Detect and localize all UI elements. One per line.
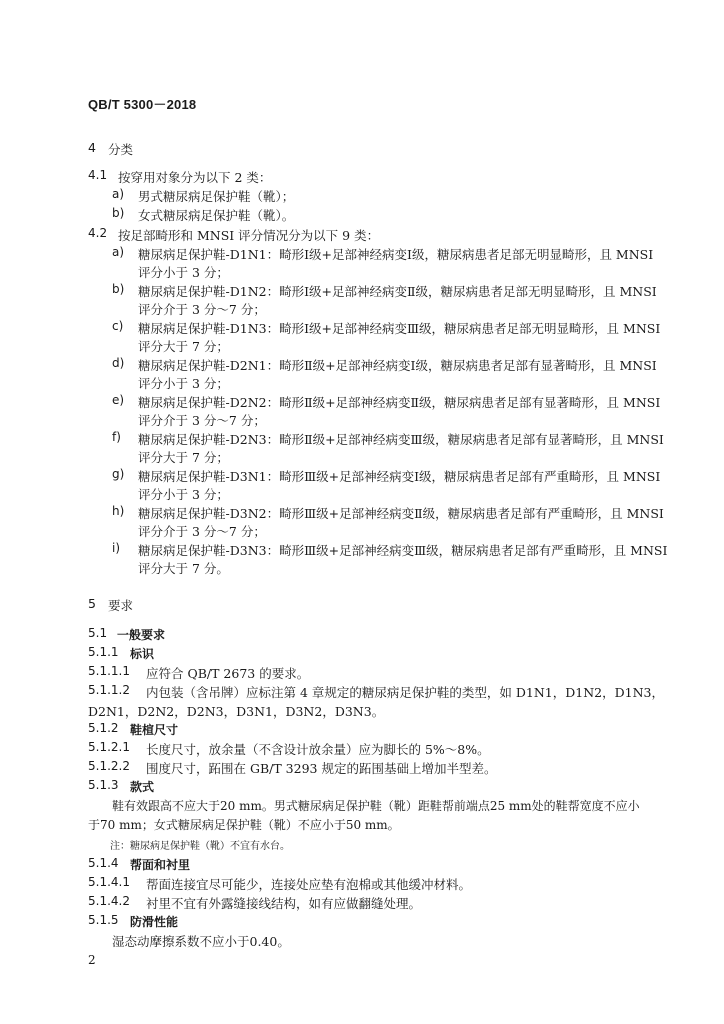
section-title: 要求	[108, 598, 134, 613]
clause-text: 按穿用对象分为以下 2 类：	[118, 170, 272, 185]
clause-text: 内包装（含吊牌）应标注第 4 章规定的糖尿病足保护鞋的类型，如 D1N1，D1N2，D1N3，	[146, 685, 664, 700]
clause-text: 按足部畸形和 MNSI 评分情况分为以下 9 类：	[118, 228, 380, 243]
list-item-continuation: 评分大于 7 分；	[138, 339, 229, 354]
list-item-continuation: 评分小于 3 分；	[138, 265, 229, 280]
clause-number: 5.1.2	[88, 721, 119, 735]
list-item-label: d)	[112, 356, 125, 370]
clause-number: 5.1	[88, 626, 108, 640]
page-number: 2	[88, 953, 96, 967]
standard-code: QB/T 5300－2018	[88, 97, 197, 112]
list-item-text: 糖尿病足保护鞋-D3N3：畸形Ⅲ级+足部神经病变Ⅲ级，糖尿病患者足部有严重畸形，且 MNSI	[138, 543, 668, 558]
clause-5-1-3-note: 注：糖尿病足保护鞋（靴）不宜有水台。	[110, 841, 290, 852]
list-item-label: a)	[112, 245, 125, 259]
clause-text: 围度尺寸，跖围在 GB/T 3293 规定的跖围基础上增加半型差。	[146, 761, 497, 776]
list-item-label: b)	[112, 282, 125, 296]
clause-number: 5.1.5	[88, 913, 119, 927]
list-item-label: i)	[112, 541, 121, 555]
clause-title: 帮面和衬里	[130, 858, 191, 872]
clause-5-1-1-2-continuation: D2N1，D2N2，D2N3，D3N1，D3N2，D3N3。	[88, 704, 385, 719]
section-number: 4	[88, 140, 96, 155]
clause-number: 5.1.4	[88, 856, 119, 870]
list-item-continuation: 评分大于 7 分；	[138, 450, 229, 465]
clause-number: 4.2	[88, 226, 108, 240]
clause-text: 应符合 QB/T 2673 的要求。	[146, 666, 310, 681]
list-item-text: 女式糖尿病足保护鞋（靴）。	[138, 208, 295, 223]
list-item-label: c)	[112, 319, 124, 333]
list-item-label: g)	[112, 467, 125, 481]
list-item-label: a)	[112, 187, 125, 201]
list-item-text: 糖尿病足保护鞋-D2N2：畸形Ⅱ级+足部神经病变Ⅱ级，糖尿病患者足部有显著畸形，且 MNSI	[138, 395, 661, 410]
clause-5-1-3-body: 鞋有效跟高不应大于20 mm。男式糖尿病足保护鞋（靴）距鞋帮前端点25 mm处的鞋帮宽度不应小	[112, 799, 640, 813]
list-item-continuation: 评分介于 3 分～7 分；	[138, 302, 266, 317]
list-item-label: h)	[112, 504, 125, 518]
clause-number: 5.1.4.2	[88, 894, 130, 908]
clause-number: 5.1.2.2	[88, 759, 130, 773]
list-item-label: b)	[112, 206, 125, 220]
clause-number: 5.1.3	[88, 778, 119, 792]
clause-number: 5.1.1.1	[88, 664, 130, 678]
list-item-text: 糖尿病足保护鞋-D3N1：畸形Ⅲ级+足部神经病变Ⅰ级，糖尿病患者足部有严重畸形，且 MNSI	[138, 469, 661, 484]
clause-number: 5.1.2.1	[88, 740, 130, 754]
clause-text: 衬里不宜有外露缝接线结构，如有应做翻缝处理。	[146, 896, 422, 911]
clause-title: 标识	[130, 647, 155, 661]
clause-title: 防滑性能	[130, 915, 179, 929]
clause-number: 5.1.1	[88, 645, 119, 659]
clause-number: 5.1.4.1	[88, 875, 130, 889]
clause-title: 鞋楦尺寸	[130, 723, 179, 737]
clause-number: 4.1	[88, 168, 108, 182]
list-item-label: f)	[112, 430, 121, 444]
clause-text: 帮面连接宜尽可能少，连接处应垫有泡棉或其他缓冲材料。	[146, 877, 472, 892]
list-item-text: 糖尿病足保护鞋-D1N2：畸形Ⅰ级+足部神经病变Ⅱ级，糖尿病患者足部无明显畸形，且 MNSI	[138, 284, 657, 299]
list-item-text: 糖尿病足保护鞋-D2N3：畸形Ⅱ级+足部神经病变Ⅲ级，糖尿病患者足部有显著畸形，且 MNSI	[138, 432, 664, 447]
list-item-continuation: 评分大于 7 分。	[138, 561, 229, 576]
list-item-text: 糖尿病足保护鞋-D2N1：畸形Ⅱ级+足部神经病变Ⅰ级，糖尿病患者足部有显著畸形，且 MNSI	[138, 358, 657, 373]
list-item-continuation: 评分小于 3 分；	[138, 487, 229, 502]
list-item-text: 糖尿病足保护鞋-D3N2：畸形Ⅲ级+足部神经病变Ⅱ级，糖尿病患者足部有严重畸形，且 MNSI	[138, 506, 664, 521]
section-number: 5	[88, 596, 96, 611]
list-item-text: 糖尿病足保护鞋-D1N3：畸形Ⅰ级+足部神经病变Ⅲ级，糖尿病患者足部无明显畸形，且 MNSI	[138, 321, 661, 336]
clause-title: 款式	[130, 780, 155, 794]
section-title: 分类	[108, 142, 134, 157]
list-item-text: 男式糖尿病足保护鞋（靴）；	[138, 189, 295, 204]
clause-5-1-3-body-continuation: 于70 mm；女式糖尿病足保护鞋（靴）不应小于50 mm。	[88, 818, 400, 832]
list-item-continuation: 评分介于 3 分～7 分；	[138, 413, 266, 428]
list-item-text: 糖尿病足保护鞋-D1N1：畸形Ⅰ级+足部神经病变Ⅰ级，糖尿病患者足部无明显畸形，且 MNSI	[138, 247, 654, 262]
list-item-continuation: 评分介于 3 分～7 分；	[138, 524, 266, 539]
list-item-label: e)	[112, 393, 125, 407]
clause-5-1-5-body: 湿态动摩擦系数不应小于0.40。	[112, 934, 290, 949]
clause-number: 5.1.1.2	[88, 683, 130, 697]
clause-text: 长度尺寸，放余量（不含设计放余量）应为脚长的 5%～8%。	[146, 742, 490, 757]
clause-title: 一般要求	[117, 628, 166, 642]
list-item-continuation: 评分小于 3 分；	[138, 376, 229, 391]
